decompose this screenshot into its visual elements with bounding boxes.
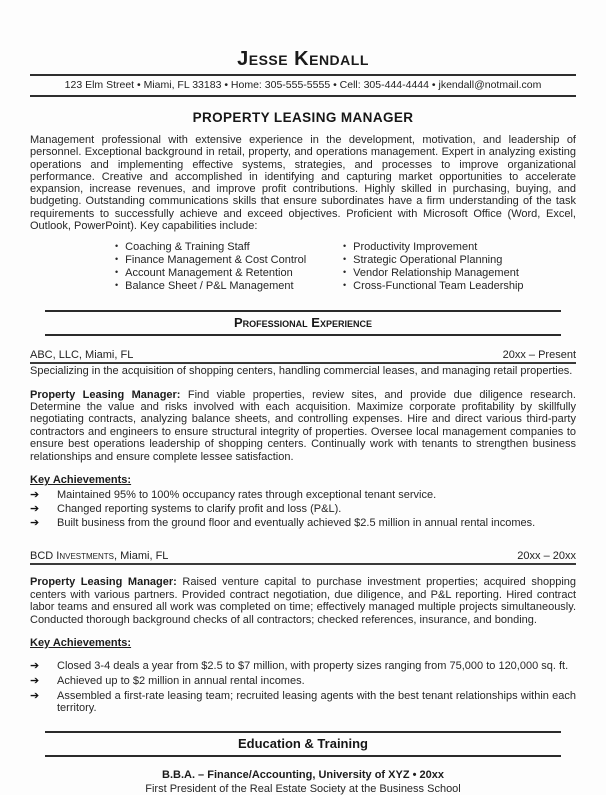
list-item	[343, 267, 524, 280]
achievement-text: Achieved up to $2 million in annual rental incomes.	[57, 674, 305, 687]
capability-lists	[30, 241, 576, 293]
company-name: ABC, LLC	[30, 349, 79, 362]
job-header	[30, 349, 576, 364]
capability-label: Vendor Relationship Management	[353, 267, 519, 280]
achievement-text: Assembled a first-rate leasing team; recruited leasing agents with the best tenant relationships within each territory.	[57, 689, 576, 715]
capability-label: Account Management & Retention	[125, 267, 293, 280]
capability-label: Coaching & Training Staff	[125, 241, 250, 254]
achievement-text: Changed reporting systems to clarify profit and loss (P&L).	[57, 503, 342, 516]
achievement-item	[30, 690, 576, 715]
bullet-icon: •	[343, 280, 347, 291]
bullet-icon: •	[115, 267, 119, 278]
bullet-icon: •	[343, 241, 347, 252]
job-company	[30, 349, 133, 361]
bullet-icon: •	[115, 241, 119, 252]
achievements-list	[30, 660, 576, 715]
capability-label: Balance Sheet / P&L Management	[125, 280, 294, 293]
arrow-icon: ➔	[30, 516, 40, 529]
list-item	[115, 280, 343, 293]
job-dates: 20xx – Present	[502, 349, 576, 362]
arrow-icon: ➔	[30, 503, 40, 516]
achievements-list	[30, 489, 576, 529]
list-item	[343, 254, 524, 267]
capability-label: Strategic Operational Planning	[353, 254, 503, 267]
role-text: Find viable properties, review sites, and provide due diligence research. Determine the value and risks involved with each acquisition. Maximize corporate profitability by skillfully negotiating contracts, analyzing balance sheets, and controlling expenses. Hire and direct various third-party contractors and engineers to ensure structural integrity of properties. Oversee local management companies to ensure best operations leadership of shopping centers. Continually work with tenants to strengthen business relationships and ensure complete lessee satisfaction.	[30, 388, 576, 463]
role-text: Raised venture capital to purchase investment properties; acquired shopping centers with various partners. Provided contract negotiation, due diligence, and P&L reporting. Hired contract labor teams and ensured all work was completed on time; effectively managed multiple projects simultaneously. Conducted thorough background checks of all contractors; checked references, insurance, and bonding.	[30, 576, 576, 626]
role-title: Property Leasing Manager:	[30, 388, 181, 401]
section-title: Professional Experience	[234, 315, 372, 331]
education-detail: First President of the Real Estate Society at the Business School	[145, 782, 461, 795]
achievements-label: Key Achievements:	[30, 474, 132, 487]
achievement-item	[30, 675, 576, 687]
job-company	[30, 550, 168, 562]
bullet-icon: •	[343, 267, 347, 278]
achievement-text: Built business from the ground floor and eventually achieved $2.5 million in annual rental incomes.	[57, 516, 536, 529]
list-item	[115, 267, 343, 280]
role-title: Property Leasing Manager:	[30, 576, 177, 589]
achievement-item	[30, 517, 576, 529]
capability-list-right	[343, 241, 524, 293]
arrow-icon: ➔	[30, 674, 40, 687]
page-title: PROPERTY LEASING MANAGER	[192, 110, 414, 125]
summary-paragraph: Management professional with extensive experience in the development, motivation, and leadership of personnel. Exceptional background in retail, property, and operations management. Expert in analyzing existing operations and implementing effective systems, strategies, and processes to improve organizational performance. Creative and accomplished in identifying and capturing market opportunities to accelerate expansion, increase revenues, and improve profit contributions. Highly skilled in purchasing, buying, and budgeting. Outstanding communications skills that ensure subordinates have a firm understanding of the task requirements to successfully achieve and exceed objectives. Proficient with Microsoft Office (Word, Excel, Outlook, PowerPoint). Key capabilities include:	[30, 134, 576, 233]
company-name: BCD Investments	[30, 550, 115, 563]
arrow-icon: ➔	[30, 689, 40, 702]
company-location: , Miami, FL	[114, 550, 169, 563]
achievement-text: Closed 3-4 deals a year from $2.5 to $7 million, with property sizes ranging from 75,000 to 120,000 sq. ft.	[57, 659, 569, 672]
section-header-experience	[45, 310, 561, 336]
capability-label: Cross-Functional Team Leadership	[353, 280, 524, 293]
divider	[30, 95, 576, 97]
role-description	[30, 389, 576, 463]
section-title: Education & Training	[237, 735, 368, 751]
achievement-item	[30, 489, 576, 501]
arrow-icon: ➔	[30, 489, 40, 502]
list-item	[343, 280, 524, 293]
company-blurb: Specializing in the acquisition of shopping centers, handling commercial leases, and managing retail properties.	[30, 365, 573, 378]
list-item	[115, 241, 343, 254]
capability-label: Productivity Improvement	[353, 241, 478, 254]
education-degree: B.B.A. – Finance/Accounting, University of XYZ • 20xx	[162, 768, 444, 781]
job-header	[30, 550, 576, 565]
contact-line: 123 Elm Street • Miami, FL 33183 • Home: 305-555-5555 • Cell: 305-444-4444 • jkendall@notmail.com	[64, 79, 542, 91]
list-item	[115, 254, 343, 267]
achievement-item	[30, 660, 576, 672]
achievement-text: Maintained 95% to 100% occupancy rates through exceptional tenant service.	[57, 489, 437, 502]
achievements-label: Key Achievements:	[30, 636, 132, 649]
candidate-name: Jesse Kendall	[237, 48, 369, 70]
capability-list-left	[115, 241, 343, 293]
bullet-icon: •	[115, 254, 119, 265]
section-header-education	[45, 731, 561, 757]
role-description	[30, 576, 576, 626]
bullet-icon: •	[343, 254, 347, 265]
list-item	[343, 241, 524, 254]
company-location: , Miami, FL	[78, 349, 134, 362]
job-dates: 20xx – 20xx	[517, 550, 576, 563]
arrow-icon: ➔	[30, 659, 40, 672]
bullet-icon: •	[115, 280, 119, 291]
achievement-item	[30, 503, 576, 515]
capability-label: Finance Management & Cost Control	[125, 254, 307, 267]
